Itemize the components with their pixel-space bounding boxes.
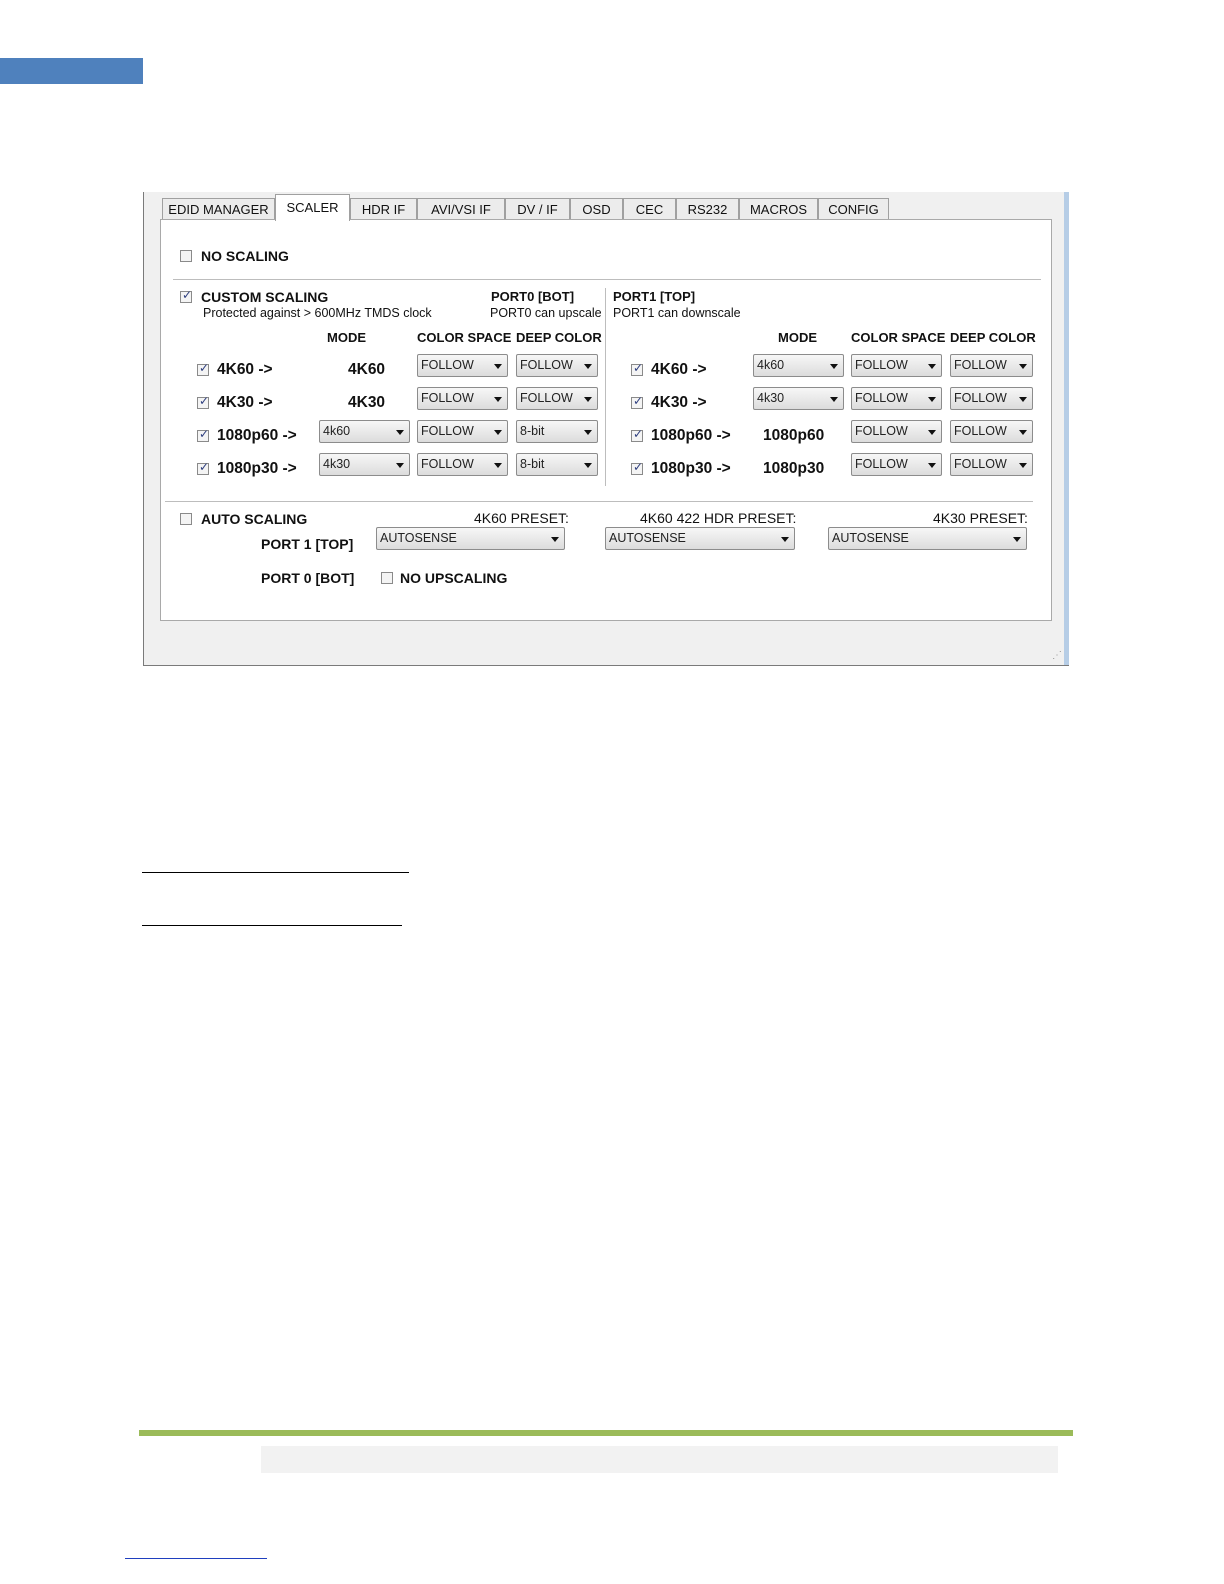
preset-4k60-422-hdr-label: 4K60 422 HDR PRESET: (640, 510, 797, 526)
custom-scaling-label: CUSTOM SCALING (201, 289, 329, 305)
no-scaling-label: NO SCALING (201, 248, 289, 264)
port1-4k30-mode-value: 4k30 (757, 391, 785, 405)
port1-4k30-color-space-value: FOLLOW (855, 391, 908, 405)
scaler-window (143, 192, 1069, 666)
resize-grip-icon[interactable]: ⋰ (1052, 650, 1062, 661)
port0-1080p30-mode-value: 4k30 (323, 457, 351, 471)
chevron-down-icon (584, 364, 592, 369)
chevron-down-icon (551, 537, 559, 542)
port1-4k30-mode-select[interactable] (753, 387, 844, 410)
port0-1080p60-mode-select[interactable] (319, 420, 410, 443)
custom-scaling-checkbox[interactable] (180, 291, 192, 303)
port0-title: PORT0 [BOT] (491, 289, 575, 304)
port0-1080p60-color-space-select[interactable] (417, 420, 508, 443)
tab-cec[interactable]: CEC (623, 198, 676, 220)
chevron-down-icon (781, 537, 789, 542)
preset-4k60-label: 4K60 PRESET: (474, 510, 569, 526)
chevron-down-icon (1013, 537, 1021, 542)
no-scaling-checkbox[interactable] (180, 250, 192, 262)
port0-1080p30-mode-select[interactable] (319, 453, 410, 476)
preset-4k60-422-hdr-value: AUTOSENSE (609, 531, 686, 545)
tab-config[interactable]: CONFIG (818, 198, 889, 220)
port0-4k60-label: 4K60 -> (217, 361, 273, 378)
port0-4k60-checkbox[interactable] (197, 364, 209, 376)
port0-4k30-deep-color-value: FOLLOW (520, 391, 573, 405)
port0-1080p60-color-space-value: FOLLOW (421, 424, 474, 438)
port1-1080p30-mode: 1080p30 (763, 460, 825, 477)
port1-title: PORT1 [TOP] (613, 289, 696, 304)
port0-4k60-color-space-select[interactable] (417, 354, 508, 377)
port0-mode-header: MODE (327, 330, 366, 345)
port1-1080p30-deep-color-value: FOLLOW (954, 457, 1007, 471)
divider (173, 279, 1041, 280)
chevron-down-icon (584, 463, 592, 468)
window-frame-edge (1064, 192, 1069, 665)
port0-1080p30-deep-color-value: 8-bit (520, 457, 545, 471)
tab-dv-if[interactable]: DV / IF (505, 198, 570, 220)
chevron-down-icon (584, 430, 592, 435)
port1-1080p60-deep-color-value: FOLLOW (954, 424, 1007, 438)
chevron-down-icon (494, 397, 502, 402)
port0-4k60-mode: 4K60 (348, 361, 386, 378)
port0-4k60-deep-color-select[interactable] (516, 354, 598, 377)
chevron-down-icon (1019, 430, 1027, 435)
port-divider (605, 288, 606, 486)
port0-subtitle: PORT0 can upscale (490, 306, 602, 320)
auto-scaling-label: AUTO SCALING (201, 511, 308, 527)
port0-1080p60-deep-color-select[interactable] (516, 420, 598, 443)
tab-edid-manager[interactable]: EDID MANAGER (162, 198, 275, 220)
chevron-down-icon (928, 397, 936, 402)
port0-1080p30-color-space-value: FOLLOW (421, 457, 474, 471)
port1-1080p30-checkbox[interactable] (631, 463, 643, 475)
port1-4k60-deep-color-select[interactable] (950, 354, 1033, 377)
divider (165, 501, 1033, 502)
port1-1080p30-deep-color-select[interactable] (950, 453, 1033, 476)
port0-1080p60-mode-value: 4k60 (323, 424, 351, 438)
chevron-down-icon (928, 364, 936, 369)
preset-4k60-select[interactable] (376, 527, 565, 550)
tab-rs232[interactable]: RS232 (676, 198, 739, 220)
port1-4k60-deep-color-value: FOLLOW (954, 358, 1007, 372)
port0-deep-color-header: DEEP COLOR (516, 330, 602, 345)
port1-1080p60-color-space-select[interactable] (851, 420, 942, 443)
port0-1080p60-label: 1080p60 -> (217, 427, 297, 444)
preset-4k60-value: AUTOSENSE (380, 531, 457, 545)
port0-4k30-checkbox[interactable] (197, 397, 209, 409)
tab-macros[interactable]: MACROS (739, 198, 818, 220)
port1-1080p30-label: 1080p30 -> (651, 460, 731, 477)
custom-scaling-note: Protected against > 600MHz TMDS clock (203, 306, 432, 320)
port1-1080p60-label: 1080p60 -> (651, 427, 731, 444)
tab-scaler[interactable]: SCALER (275, 194, 350, 221)
chevron-down-icon (1019, 463, 1027, 468)
preset-4k60-422-hdr-select[interactable] (605, 527, 795, 550)
port1-1080p60-checkbox[interactable] (631, 430, 643, 442)
port0-4k60-color-space-value: FOLLOW (421, 358, 474, 372)
header-accent-block (0, 58, 143, 84)
port1-4k30-color-space-select[interactable] (851, 387, 942, 410)
no-upscaling-label: NO UPSCALING (400, 570, 508, 586)
chevron-down-icon (830, 364, 838, 369)
port1-subtitle: PORT1 can downscale (613, 306, 741, 320)
chevron-down-icon (1019, 397, 1027, 402)
port1-4k60-mode-value: 4k60 (757, 358, 785, 372)
chevron-down-icon (396, 430, 404, 435)
port0-4k30-deep-color-select[interactable] (516, 387, 598, 410)
auto-scaling-checkbox[interactable] (180, 513, 192, 525)
footer-rule (139, 1430, 1073, 1436)
port1-4k30-deep-color-value: FOLLOW (954, 391, 1007, 405)
chevron-down-icon (830, 397, 838, 402)
port1-1080p60-color-space-value: FOLLOW (855, 424, 908, 438)
chevron-down-icon (928, 430, 936, 435)
port1-mode-header: MODE (778, 330, 817, 345)
scaler-panel (160, 219, 1052, 621)
port1-color-space-header: COLOR SPACE (851, 330, 946, 345)
port1-auto-label: PORT 1 [TOP] (261, 536, 354, 552)
port1-1080p30-color-space-select[interactable] (851, 453, 942, 476)
port0-4k30-label: 4K30 -> (217, 394, 273, 411)
chevron-down-icon (1019, 364, 1027, 369)
port0-color-space-header: COLOR SPACE (417, 330, 512, 345)
port1-4k30-deep-color-select[interactable] (950, 387, 1033, 410)
preset-4k30-value: AUTOSENSE (832, 531, 909, 545)
chevron-down-icon (396, 463, 404, 468)
preset-4k30-select[interactable] (828, 527, 1027, 550)
blank-underline (142, 872, 409, 873)
footer-link-underline (125, 1558, 267, 1559)
port1-4k60-checkbox[interactable] (631, 364, 643, 376)
port1-4k60-label: 4K60 -> (651, 361, 707, 378)
port0-1080p60-deep-color-value: 8-bit (520, 424, 545, 438)
no-upscaling-checkbox[interactable] (381, 572, 393, 584)
port1-4k60-color-space-value: FOLLOW (855, 358, 908, 372)
tab-osd[interactable]: OSD (570, 198, 623, 220)
port1-4k60-mode-select[interactable] (753, 354, 844, 377)
blank-underline (142, 925, 402, 926)
port0-1080p30-deep-color-select[interactable] (516, 453, 598, 476)
chevron-down-icon (494, 364, 502, 369)
port1-4k30-checkbox[interactable] (631, 397, 643, 409)
port0-4k60-deep-color-value: FOLLOW (520, 358, 573, 372)
port0-4k30-color-space-value: FOLLOW (421, 391, 474, 405)
port0-1080p30-checkbox[interactable] (197, 463, 209, 475)
port0-1080p60-checkbox[interactable] (197, 430, 209, 442)
port1-deep-color-header: DEEP COLOR (950, 330, 1036, 345)
chevron-down-icon (584, 397, 592, 402)
port0-4k30-mode: 4K30 (348, 394, 386, 411)
chevron-down-icon (928, 463, 936, 468)
port1-4k30-label: 4K30 -> (651, 394, 707, 411)
footer-bar (261, 1446, 1058, 1473)
tab-hdr-if[interactable]: HDR IF (350, 198, 417, 220)
chevron-down-icon (494, 430, 502, 435)
port0-1080p30-label: 1080p30 -> (217, 460, 297, 477)
port1-4k60-color-space-select[interactable] (851, 354, 942, 377)
port0-4k30-color-space-select[interactable] (417, 387, 508, 410)
port1-1080p60-mode: 1080p60 (763, 427, 825, 444)
preset-4k30-label: 4K30 PRESET: (933, 510, 1028, 526)
chevron-down-icon (494, 463, 502, 468)
port1-1080p30-color-space-value: FOLLOW (855, 457, 908, 471)
tab-avi-vsi-if[interactable]: AVI/VSI IF (417, 198, 505, 220)
port0-1080p30-color-space-select[interactable] (417, 453, 508, 476)
port1-1080p60-deep-color-select[interactable] (950, 420, 1033, 443)
port0-auto-label: PORT 0 [BOT] (261, 570, 355, 586)
